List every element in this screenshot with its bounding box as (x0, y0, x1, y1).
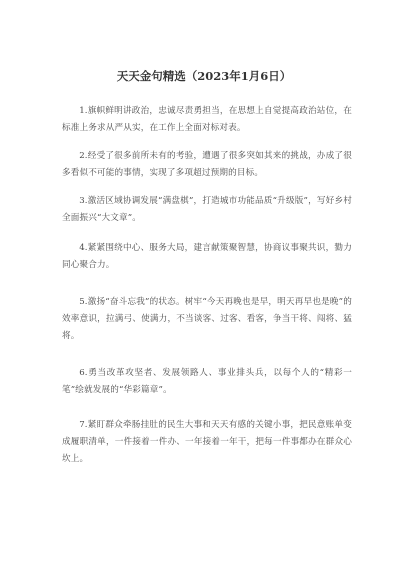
paragraph-4: 4.紧紧围绕中心、服务大局，建言献策聚智慧，协商议事聚共识，勠力同心聚合力。 (62, 242, 352, 270)
paragraph-7: 7.紧盯群众牵肠挂肚的民生大事和天天有感的关键小事，把民意账单变成履职清单，一件接着一件办、一年接着一年干，把每一件事都办在群众心坎上。 (62, 419, 352, 464)
paragraph-2: 2.经受了很多前所未有的考验，遭遇了很多突如其来的挑战，办成了很多看似不可能的事情，实现了多项超过预期的目标。 (62, 150, 352, 178)
document-title: 天天金句精选（2023年1月6日） (116, 69, 292, 83)
paragraph-3: 3.激活区域协调发展“满盘棋”，打造城市功能品质“升级版”，写好乡村全面振兴“大文章”。 (62, 195, 352, 223)
paragraph-6: 6.勇当改革攻坚者、发展领路人、事业排头兵，以每个人的“精彩一笔”绘就发展的“华彩篇章”。 (62, 367, 352, 395)
paragraph-1: 1.旗帜鲜明讲政治，忠诚尽责勇担当，在思想上自觉提高政治站位，在标准上务求从严从实，在工作上全面对标对表。 (62, 105, 352, 133)
paragraph-5: 5.激扬“奋斗忘我”的状态。树牢“今天再晚也是早，明天再早也是晚”的效率意识，拉满弓、使满力，不当谈客、过客、看客，争当干将、闯将、猛将。 (62, 296, 352, 341)
